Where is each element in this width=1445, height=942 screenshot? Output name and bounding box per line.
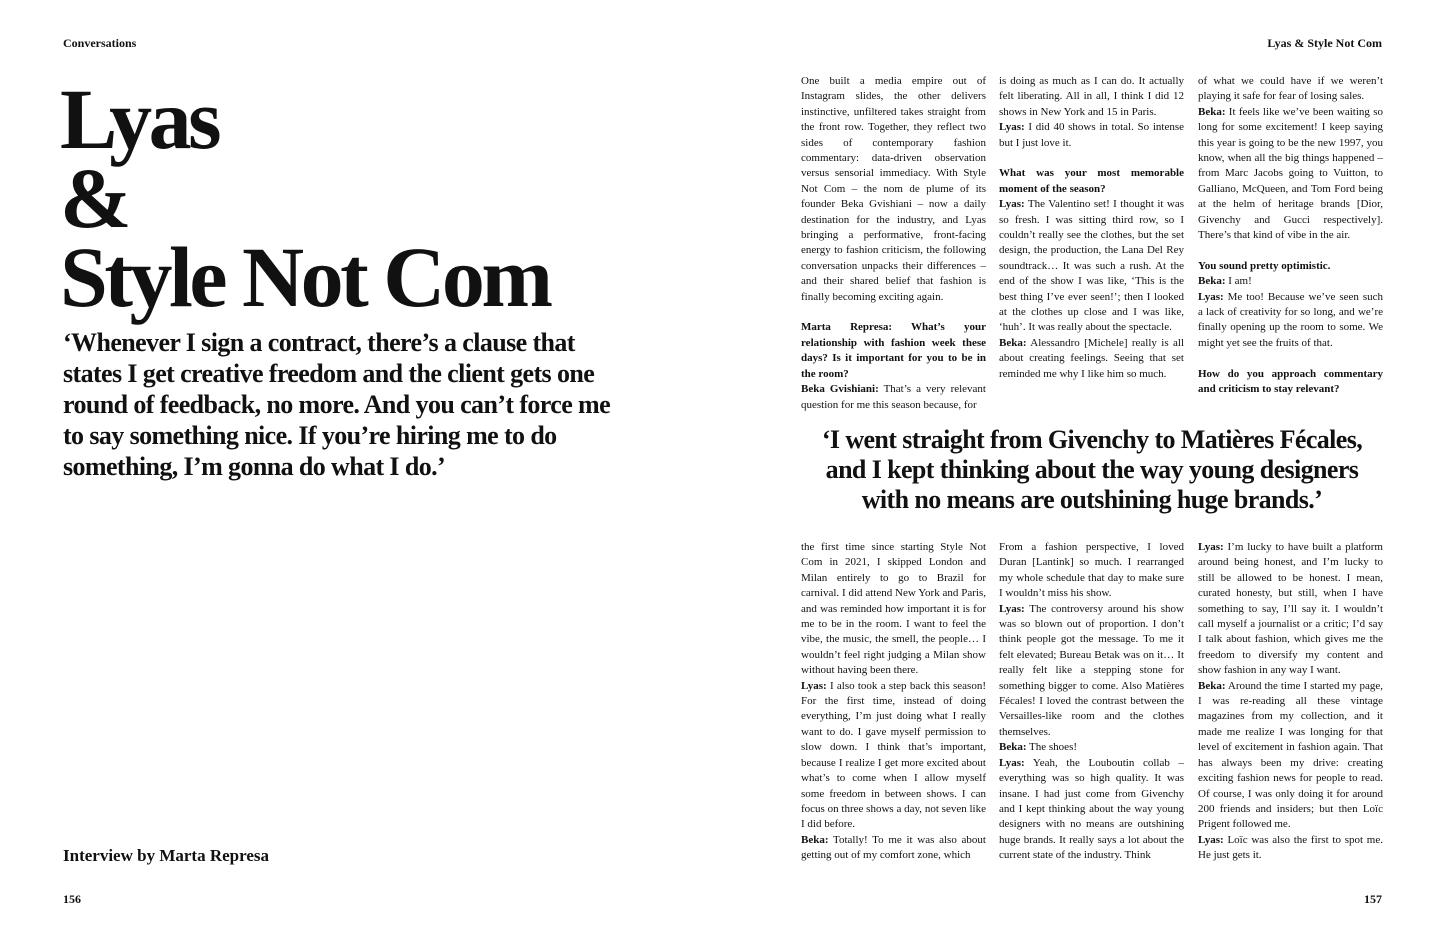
speaker: Lyas:	[1198, 290, 1224, 303]
speaker: Beka:	[999, 336, 1027, 349]
title-line-2: &	[60, 150, 129, 246]
speaker: Beka:	[1198, 679, 1226, 692]
text-column-1	[801, 74, 986, 411]
text-column-6	[1198, 540, 1383, 868]
answer-text: I am!	[1225, 275, 1252, 288]
answer	[1198, 274, 1383, 289]
answer	[1198, 679, 1383, 833]
speaker: Beka Gvishiani:	[801, 383, 879, 396]
answer-text: It feels like we’ve been waiting so long for some excitement! I keep saying this year is going to be the new 1997, you know, when all the big things happened – from Marc Jacobs going to Vuitton, to Galliano, McQueen, and Tom Ford being at the helm of heritage brands [Dior, Givenchy and Gucci respectively]. There’s that kind of vibe in the air.	[1198, 105, 1383, 242]
question	[1198, 367, 1383, 398]
speaker: Beka:	[1198, 275, 1226, 288]
answer-text: Me too! Because we’ve seen such a lack of creativity for so long, and we’re finally opening up the room to some. We might yet see the fruits of that.	[1198, 290, 1383, 349]
answer	[1198, 290, 1383, 352]
question	[1198, 259, 1383, 274]
page-number-right: 157	[1364, 892, 1382, 906]
speaker: Lyas:	[999, 602, 1025, 615]
answer	[801, 382, 986, 413]
answer	[1198, 833, 1383, 864]
answer	[999, 740, 1184, 755]
answer	[801, 679, 986, 833]
answer	[1198, 540, 1383, 679]
answer	[999, 197, 1184, 336]
paragraph: the first time since starting Style Not Com in 2021, I skipped London and Milan entirely to go to Brazil for carnival. I did attend New York and Paris, and was reminded how important it is for me to be in the room. I want to feel the vibe, the music, the smell, the people… I wouldn’t feel right judging a Milan show without having been there.	[801, 541, 986, 677]
question	[801, 320, 986, 382]
answer-text: Yeah, the Louboutin collab – everything was so high quality. It was insane. I had just come from Givenchy and I kept thinking about the way young designers with no means are outshining huge brands. It really says a lot about the current state of the industry. Think	[999, 756, 1184, 862]
answer	[999, 120, 1184, 151]
answer-text: I did 40 shows in total. So intense but I just love it.	[999, 121, 1184, 149]
answer-text: I’m lucky to have built a platform around being honest, and I’m lucky to still be allowed to be honest. I mean, curated honesty, but still, when I have something to say, I’ll say it. I wouldn’t call myself a journalist or a critic; I’d say I talk about fashion, which gives me the freedom to diversify my content and show fashion in any way I want.	[1198, 541, 1383, 677]
answer-text: The shoes!	[1026, 741, 1078, 754]
paragraph: of what we could have if we weren’t playing it safe for fear of losing sales.	[1198, 75, 1383, 103]
title-line-3: Style Not Com	[60, 229, 550, 325]
speaker: Lyas:	[999, 121, 1025, 134]
question-text: What was your most memorable moment of the season?	[999, 167, 1184, 195]
question-text: You sound pretty optimistic.	[1198, 259, 1331, 272]
speaker: Lyas:	[1198, 833, 1224, 846]
section-label-right: Lyas & Style Not Com	[1267, 36, 1382, 50]
answer-text: That’s a very relevant question for me this season because, for	[801, 383, 986, 411]
answer-text: I also took a step back this season! For the first time, instead of doing everything, I’m just doing what I really want to do. I gave myself permission to slow down. I think that’s important, because I realize I get more excited about what’s to come when I allow myself some freedom in between shows. I can focus on three shows a day, not seven like I did before.	[801, 679, 986, 831]
answer	[1198, 105, 1383, 244]
speaker: Lyas:	[999, 756, 1025, 769]
byline: Interview by Marta Represa	[63, 846, 270, 865]
question-text: Marta Represa: What’s your relationship with fashion week these days? Is it important for you to be in the room?	[801, 321, 986, 380]
speaker: Lyas:	[999, 198, 1025, 211]
title-line-1: Lyas	[60, 71, 219, 167]
paragraph: From a fashion perspective, I loved Duran [Lantink] so much. I rearranged my whole schedule that day to make sure I wouldn’t miss his show.	[999, 541, 1184, 600]
answer-text: Totally! To me it was also about getting out of my comfort zone, which	[801, 833, 986, 862]
answer-text: Alessandro [Michele] really is all about creating feelings. Seeing that set reminded me why I like him so much.	[999, 336, 1184, 380]
answer-text: The controversy around his show was so blown out of proportion. I don’t think people got the message. To me it felt elevated; Bureau Betak was on it… It really felt like a stepping stone for something bigger to come. Also Matières Fécales! I loved the contrast between the Versailles-like room and the clothes themselves.	[999, 602, 1184, 738]
section-label-left: Conversations	[63, 36, 137, 50]
text-column-4	[801, 540, 986, 868]
question	[999, 166, 1184, 197]
pullquote-left: ‘Whenever I sign a contract, there’s a clause that states I get creative freedom and the client gets one round of feedback, no more. And you can’t force me to say something nice. If you’re hiring me to do something, I’m gonna do what I do.’	[63, 328, 611, 481]
answer-text: The Valentino set! I thought it was so fresh. I was sitting third row, so I couldn’t really see the clothes, but the set design, the production, the Lana Del Rey soundtrack… It was such a rush. At the end of the show I was like, ‘This is the best thing I’ve ever seen!’; then I looked at the clothes up close and I was like, ‘huh’. It was really about the spectacle.	[999, 198, 1184, 334]
answer	[999, 336, 1184, 382]
answer-text: Loïc was also the first to spot me. He just gets it.	[1198, 833, 1383, 862]
pullquote-right: ‘I went straight from Givenchy to Matières Fécales, and I kept thinking about the way young designers with no means are outshining huge brands.’	[821, 425, 1363, 514]
intro-paragraph: One built a media empire out of Instagram slides, the other delivers instinctive, unfiltered takes straight from the front row. Together, they reflect two sides of contemporary fashion commentary: data-driven observation versus sensorial immediacy. With Style Not Com – the nom de plume of its founder Beka Gvishiani – now a daily destination for the industry, and Lyas bringing a performative, front-facing energy to fashion criticism, the following conversation unpacks their differences – and their shared belief that fashion is finally becoming exciting again.	[801, 75, 986, 303]
answer	[999, 602, 1184, 741]
speaker: Beka:	[999, 741, 1027, 754]
answer	[801, 833, 986, 864]
question-text: How do you approach commentary and criticism to stay relevant?	[1198, 367, 1383, 396]
speaker: Beka:	[801, 833, 829, 846]
text-column-5	[999, 540, 1184, 868]
speaker: Lyas:	[1198, 541, 1224, 553]
paragraph: is doing as much as I can do. It actually felt liberating. All in all, I think I did 12 shows in New York and 15 in Paris.	[999, 75, 1184, 118]
text-column-3	[1198, 74, 1383, 400]
page-number-left: 156	[63, 892, 81, 906]
answer	[999, 756, 1184, 864]
speaker: Beka:	[1198, 105, 1226, 118]
answer-text: Around the time I started my page, I was re-reading all these vintage magazines from my collection, and it made me realize I was longing for that level of excitement in fashion again. That has always been my drive: creating exciting fashion news for people to read. Of course, I was only doing it for around 200 friends and insiders; but then Loïc Prigent followed me.	[1198, 679, 1383, 831]
text-column-2	[999, 74, 1184, 400]
speaker: Lyas:	[801, 679, 827, 692]
